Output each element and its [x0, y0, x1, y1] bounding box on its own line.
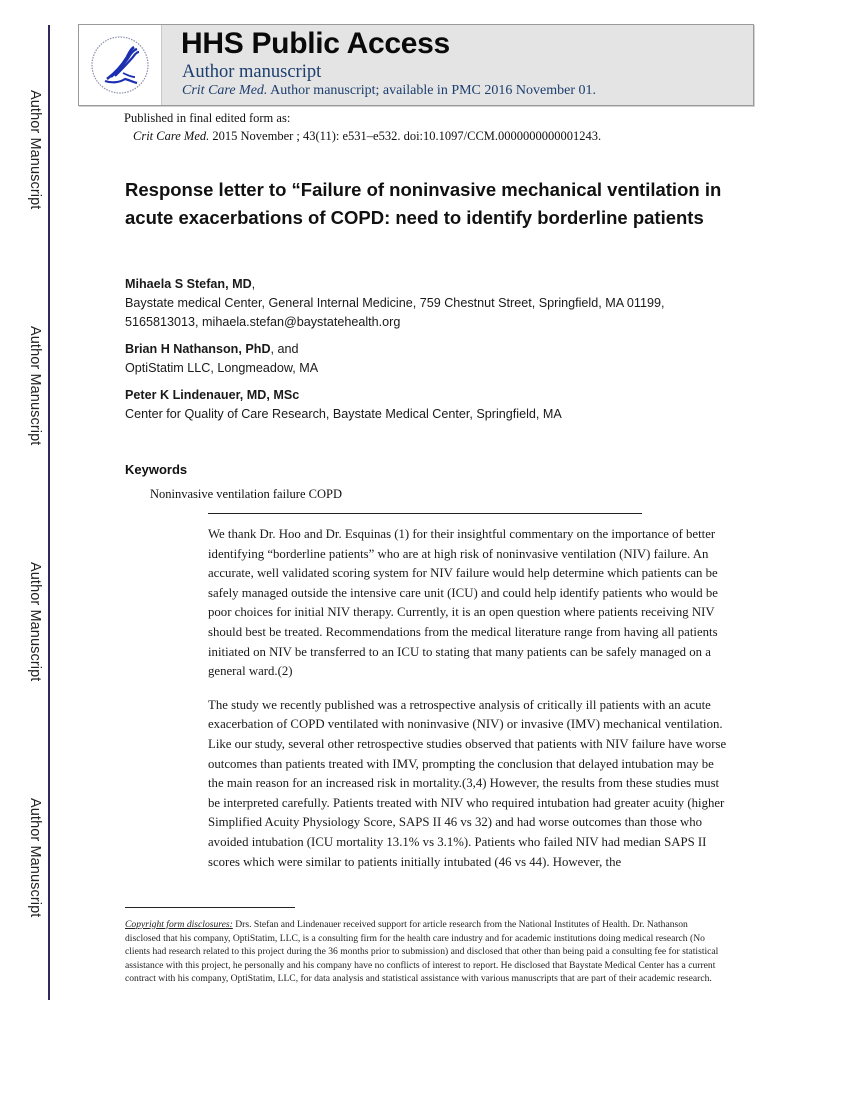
- header-info: [162, 25, 753, 105]
- author-entry: [125, 340, 745, 378]
- author-affiliation: Center for Quality of Care Research, Baystate Medical Center, Springfield, MA: [125, 407, 562, 421]
- margin-label-text: Author Manuscript: [27, 90, 43, 210]
- citation: [124, 127, 601, 145]
- article-body: [208, 525, 728, 886]
- margin-label-text: Author Manuscript: [27, 798, 43, 918]
- author-contact: 5165813013, mihaela.stefan@baystatehealth.org: [125, 315, 401, 329]
- published-info: [124, 109, 601, 145]
- keywords-list: Noninvasive ventilation failure COPD: [150, 487, 342, 501]
- author-name: Mihaela S Stefan, MD: [125, 277, 252, 291]
- logo-cell: [79, 25, 162, 105]
- author-name: Brian H Nathanson, PhD: [125, 342, 271, 356]
- manuscript-type: Author manuscript: [182, 62, 322, 82]
- author-affiliation: OptiStatim LLC, Longmeadow, MA: [125, 361, 319, 375]
- hhs-title: HHS Public Access: [181, 27, 450, 60]
- author-name: Peter K Lindenauer, MD, MSc: [125, 388, 300, 402]
- footnote: [125, 918, 720, 986]
- margin-label-text: Author Manuscript: [27, 326, 43, 446]
- author-affiliation: Baystate medical Center, General Internal Medicine, 759 Chestnut Street, Springfield, MA 01199,: [125, 296, 665, 310]
- keywords-heading: Keywords: [125, 462, 188, 477]
- author-list: [125, 275, 745, 432]
- journal-name: Crit Care Med.: [182, 83, 268, 98]
- footnote-divider: [125, 907, 295, 908]
- body-paragraph: We thank Dr. Hoo and Dr. Esquinas (1) for their insightful commentary on the importance of better identifying “borderline patients” who are at high risk of noninvasive ventilation (NIV) failure. An accurate, well validated scoring system for NIV failure would help determine which patients can be safely managed outside the intensive care unit (ICU) and could help identify patients who would be poor choices for initial NIV therapy. Currently, it is an open question where patients receiving NIV should best be treated. Recommendations from the medical literature range from having all patients initiated on NIV be transferred to an ICU to stating that many patients can be safely managed on a general ward.(2): [208, 527, 718, 679]
- footnote-label: Copyright form disclosures:: [125, 919, 233, 930]
- hhs-header-banner: [78, 24, 754, 106]
- margin-rule: [48, 25, 50, 1000]
- body-paragraph: The study we recently published was a retrospective analysis of critically ill patients with an acute exacerbation of COPD ventilated with noninvasive (NIV) or invasive (IMV) mechanical ventilation. Like our study, several other retrospective studies observed that patients with NIV failure have worse outcomes than patients treated with IMV, prompting the conclusion that delayed intubation may be the main reason for an increased risk in mortality.(3,4) However, the results from these studies must be interpreted carefully. Patients treated with NIV who required intubation had greater acuity (higher Simplified Acuity Physiology Score, SAPS II 46 vs 32) and had worse outcomes than those who avoided intubation (ICU mortality 13.1% vs 3.1%). Patients who failed NIV had median SAPS II scores which were similar to patients initially intubated (46 vs 44). However, the: [208, 697, 727, 869]
- author-suffix: , and: [270, 342, 299, 356]
- published-label: Published in final edited form as:: [124, 111, 291, 125]
- margin-label-text: Author Manuscript: [27, 562, 43, 682]
- section-divider: [208, 513, 642, 514]
- availability-text: Author manuscript; available in PMC 2016 November 01.: [267, 83, 596, 98]
- author-suffix: ,: [251, 277, 256, 291]
- author-entry: [125, 386, 745, 424]
- author-entry: [125, 275, 745, 332]
- article-title: Response letter to “Failure of noninvasive mechanical ventilation in acute exacerbations of COPD: need to identify borderline patients: [125, 179, 722, 228]
- citation-text: 2015 November ; 43(11): e531–e532. doi:10.1097/CCM.0000000000001243.: [209, 129, 602, 143]
- footnote-text: Drs. Stefan and Lindenauer received support for article research from the National Institutes of Health. Dr. Nathanson disclosed that his company, OptiStatim, LLC, is a consulting firm for the health care industry and for academic institutions doing medical research (No clients had research related to this project during the 36 months prior to submission) and disclosed that other than being paid a consulting fee for statistical assistance with this project, he personally and his company have no conflicts of interest to report. He disclosed that Baystate Medical Center has a current contract with his company, OptiStatim, LLC, for data analysis and statistical assistance with various manuscripts that are part of their academic research.: [125, 919, 719, 984]
- hhs-eagle-seal-icon: [87, 33, 153, 97]
- availability-line: [182, 83, 596, 99]
- citation-journal: Crit Care Med.: [133, 129, 210, 143]
